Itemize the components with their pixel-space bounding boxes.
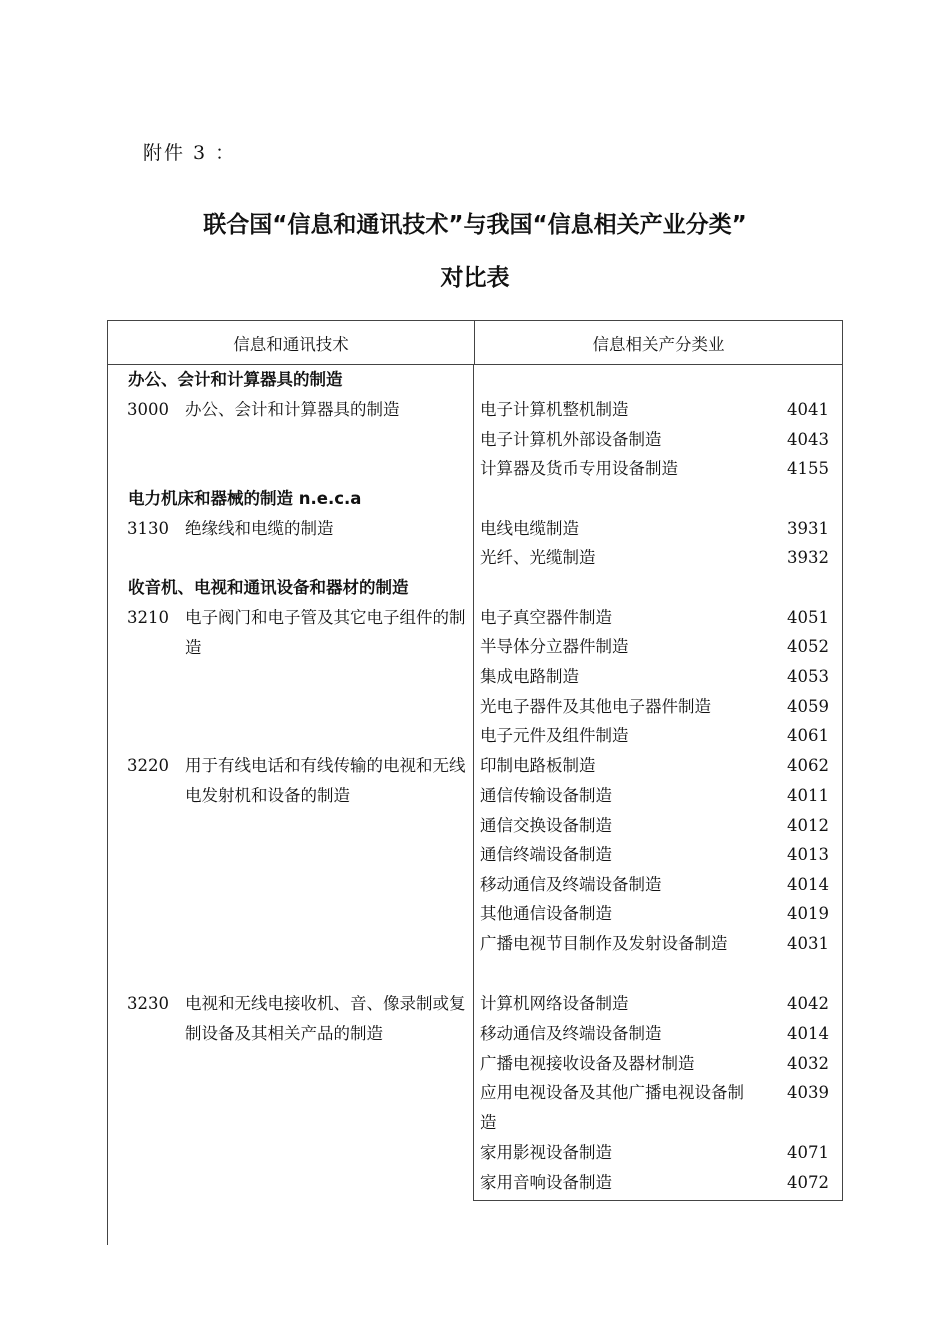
isic-description: 用于有线电话和有线传输的电视和无线电发射机和设备的制造 [185,756,466,805]
header-left: 信息和通讯技术 [108,321,475,364]
table-header [107,320,843,365]
section-heading: 办公、会计和计算器具的制造 [128,370,343,389]
isic-code: 3130 [127,519,169,538]
industry-name: 光电子器件及其他电子器件制造 [480,697,711,716]
industry-name: 广播电视节目制作及发射设备制造 [480,934,728,953]
industry-code: 4043 [787,430,829,449]
industry-name: 通信交换设备制造 [480,816,612,835]
industry-name: 广播电视接收设备及器材制造 [480,1054,695,1073]
industry-name: 移动通信及终端设备制造 [480,875,662,894]
comparison-table [107,320,843,1201]
industry-code: 4072 [787,1173,829,1192]
table-body [107,365,843,1201]
industry-code: 4062 [787,756,829,775]
header-right: 信息相关产分类业 [592,334,725,354]
industry-name: 家用音响设备制造 [480,1173,612,1192]
isic-code: 3000 [127,400,169,419]
document-subtitle: 对比表 [440,265,510,291]
industry-code: 4053 [787,667,829,686]
industry-code: 4071 [787,1143,829,1162]
industry-name: 计算器及货币专用设备制造 [480,459,678,478]
industry-name: 计算机网络设备制造 [480,994,629,1013]
industry-code: 4013 [787,845,829,864]
industry-code: 4012 [787,816,829,835]
isic-description: 电视和无线电接收机、音、像录制或复制设备及其相关产品的制造 [185,994,466,1043]
attachment-label: 附件 3 ： [143,142,237,164]
industry-code: 4059 [787,697,829,716]
industry-code: 4011 [787,786,829,805]
left-border [107,365,108,1245]
industry-code: 4155 [787,459,829,478]
isic-description: 办公、会计和计算器具的制造 [185,400,400,419]
isic-code: 3210 [127,608,169,627]
industry-code: 4041 [787,400,829,419]
industry-name: 电子真空器件制造 [480,608,612,627]
industry-code: 3932 [787,548,829,567]
section-heading: 收音机、电视和通讯设备和器材的制造 [128,578,409,597]
industry-name: 通信终端设备制造 [480,845,612,864]
isic-description: 电子阀门和电子管及其它电子组件的制造 [185,608,466,657]
industry-name: 半导体分立器件制造 [480,637,629,656]
industry-code: 3931 [787,519,829,538]
industry-code: 4014 [787,1024,829,1043]
isic-code: 3220 [127,756,169,775]
industry-name: 集成电路制造 [480,667,579,686]
industry-name: 电子计算机整机制造 [480,400,629,419]
section-heading: 电力机床和器械的制造 n.e.c.a [128,489,362,508]
isic-description: 绝缘线和电缆的制造 [185,519,334,538]
industry-name: 印制电路板制造 [480,756,596,775]
industry-code: 4014 [787,875,829,894]
industry-name: 其他通信设备制造 [480,904,612,923]
industry-code: 4051 [787,608,829,627]
industry-name: 电子计算机外部设备制造 [480,430,662,449]
industry-code: 4019 [787,904,829,923]
industry-code: 4031 [787,934,829,953]
industry-name: 家用影视设备制造 [480,1143,612,1162]
industry-code: 4042 [787,994,829,1013]
isic-code: 3230 [127,994,169,1013]
document-title: 联合国“信息和通讯技术”与我国“信息相关产业分类” [203,212,747,238]
industry-code: 4032 [787,1054,829,1073]
industry-name: 应用电视设备及其他广播电视设备制造 [480,1083,744,1132]
industry-name: 移动通信及终端设备制造 [480,1024,662,1043]
industry-name: 电子元件及组件制造 [480,726,629,745]
industry-code: 4061 [787,726,829,745]
industry-code: 4052 [787,637,829,656]
industry-name: 光纤、光缆制造 [480,548,596,567]
industry-name: 通信传输设备制造 [480,786,612,805]
industry-name: 电线电缆制造 [480,519,579,538]
industry-code: 4039 [787,1083,829,1102]
